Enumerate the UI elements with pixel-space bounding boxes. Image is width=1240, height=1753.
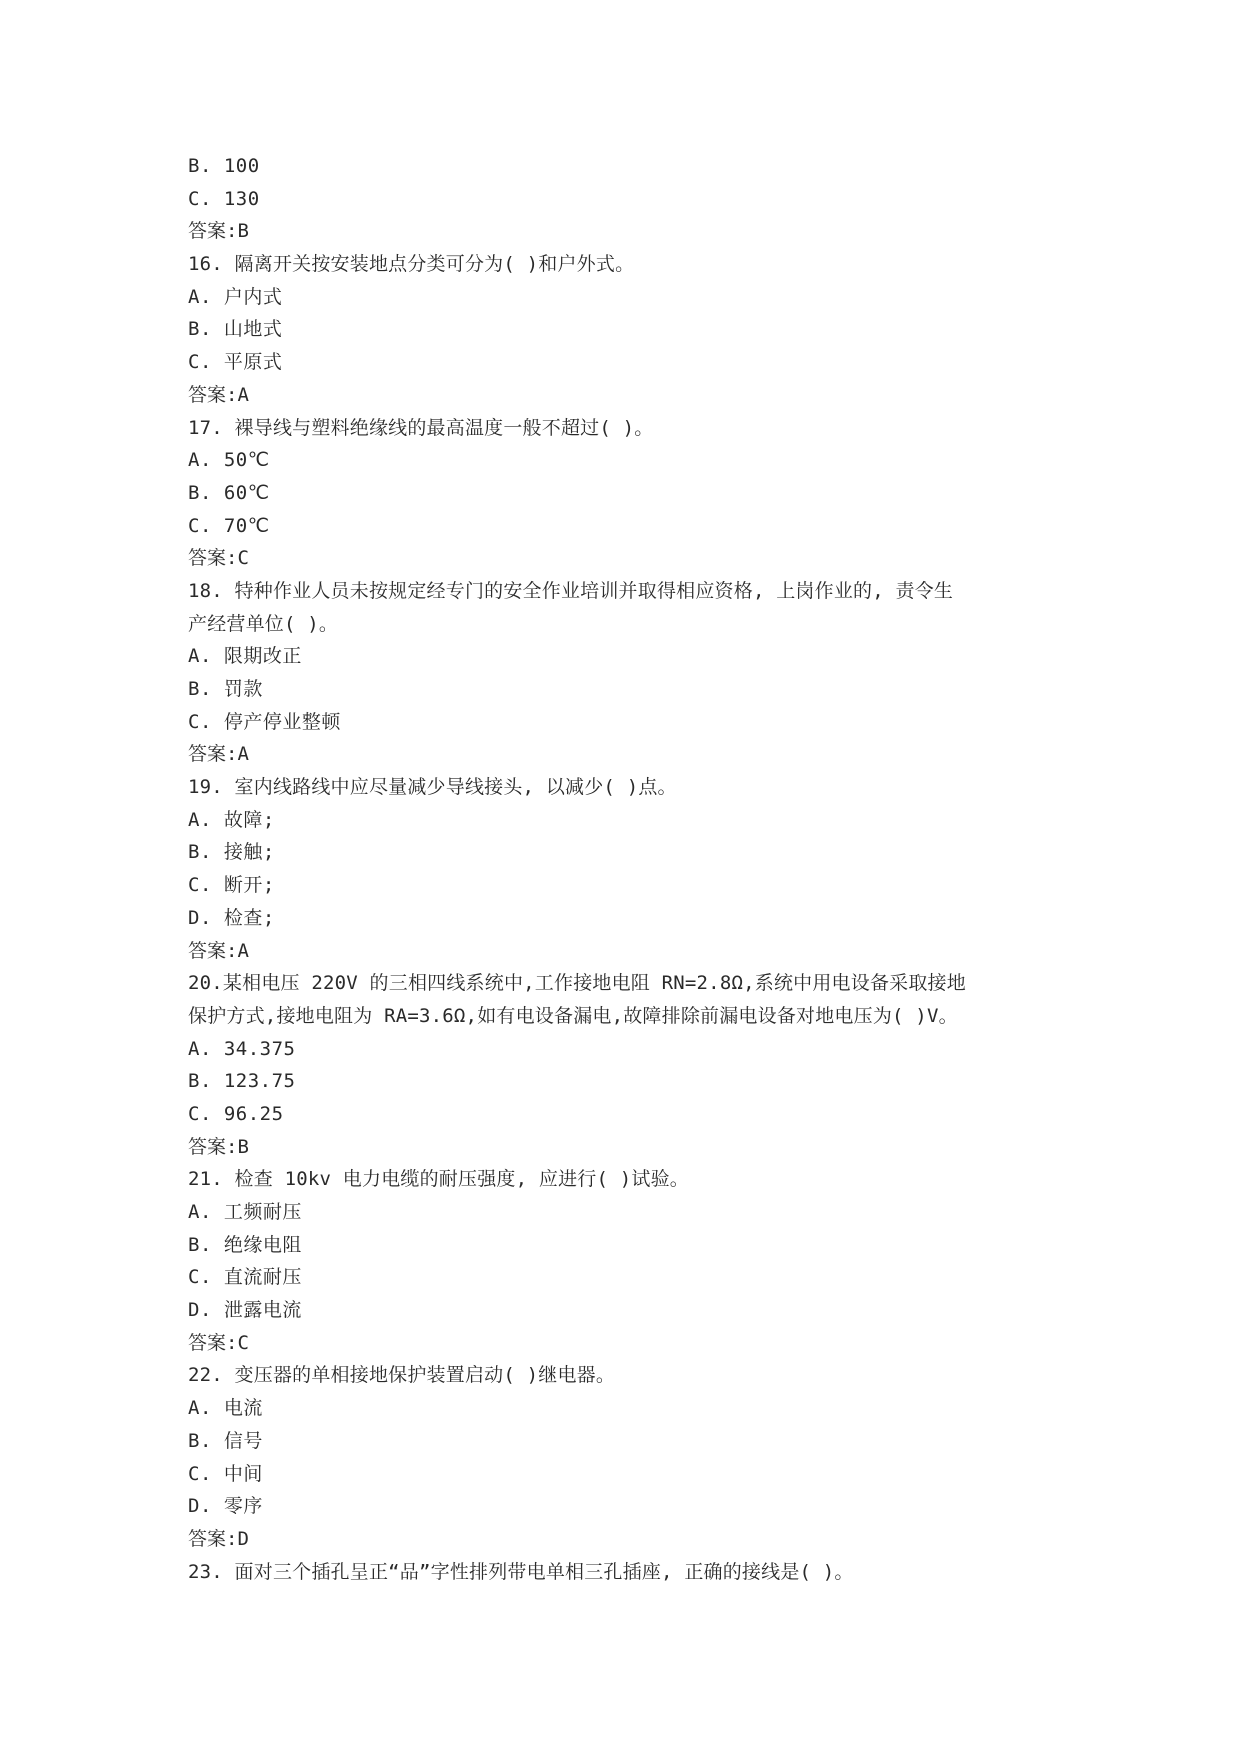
answer-option: C. 中间 bbox=[188, 1462, 263, 1485]
question-text: 22. 变压器的单相接地保护装置启动( )继电器。 bbox=[188, 1364, 616, 1387]
answer-option: C. 停产停业整顿 bbox=[188, 710, 341, 733]
question-text: 保护方式,接地电阻为 RA=3.6Ω,如有电设备漏电,故障排除前漏电设备对地电压为( )V。 bbox=[188, 1004, 958, 1027]
answer-option: B. 山地式 bbox=[188, 318, 283, 341]
answer-option: A. 50℃ bbox=[188, 449, 270, 472]
answer-option: A. 故障; bbox=[188, 808, 275, 831]
answer-option: B. 接触; bbox=[188, 841, 275, 864]
answer-option: B. 绝缘电阻 bbox=[188, 1233, 302, 1256]
answer-option: A. 电流 bbox=[188, 1397, 263, 1420]
answer-key: 答案:A bbox=[188, 939, 249, 962]
question-text: 18. 特种作业人员未按规定经专门的安全作业培训并取得相应资格, 上岗作业的, 责令生 bbox=[188, 579, 954, 602]
answer-option: B. 123.75 bbox=[188, 1070, 296, 1093]
question-text: 20.某相电压 220V 的三相四线系统中,工作接地电阻 RN=2.8Ω,系统中用电设备采取接地 bbox=[188, 972, 966, 995]
answer-option: D. 泄露电流 bbox=[188, 1299, 302, 1322]
answer-key: 答案:C bbox=[188, 1331, 249, 1354]
answer-option: D. 检查; bbox=[188, 906, 275, 929]
answer-option: C. 平原式 bbox=[188, 351, 283, 374]
question-text: 17. 裸导线与塑料绝缘线的最高温度一般不超过( )。 bbox=[188, 416, 654, 439]
answer-option: D. 零序 bbox=[188, 1495, 263, 1518]
answer-option: B. 100 bbox=[188, 155, 260, 177]
answer-key: 答案:B bbox=[188, 1135, 249, 1158]
answer-option: C. 直流耐压 bbox=[188, 1266, 302, 1289]
question-text: 产经营单位( )。 bbox=[188, 612, 339, 635]
answer-option: B. 60℃ bbox=[188, 481, 270, 504]
answer-key: 答案:D bbox=[188, 1527, 249, 1550]
answer-option: B. 信号 bbox=[188, 1429, 263, 1452]
question-text: 21. 检查 10kv 电力电缆的耐压强度, 应进行( )试验。 bbox=[188, 1168, 689, 1191]
question-list bbox=[188, 150, 1240, 1588]
answer-option: A. 工频耐压 bbox=[188, 1201, 302, 1223]
answer-key: 答案:C bbox=[188, 547, 249, 570]
answer-option: C. 130 bbox=[188, 187, 260, 210]
answer-option: C. 70℃ bbox=[188, 514, 270, 537]
answer-option: A. 34.375 bbox=[188, 1037, 296, 1060]
answer-option: C. 96.25 bbox=[188, 1102, 284, 1125]
answer-option: A. 户内式 bbox=[188, 285, 283, 308]
answer-key: 答案:A bbox=[188, 383, 249, 406]
question-text: 23. 面对三个插孔呈正“品”字性排列带电单相三孔插座, 正确的接线是( )。 bbox=[188, 1560, 854, 1583]
answer-option: C. 断开; bbox=[188, 874, 275, 897]
answer-key: 答案:B bbox=[188, 220, 249, 243]
answer-option: B. 罚款 bbox=[188, 678, 263, 700]
question-text: 19. 室内线路线中应尽量减少导线接头, 以减少( )点。 bbox=[188, 776, 677, 799]
answer-option: A. 限期改正 bbox=[188, 645, 302, 668]
answer-key: 答案:A bbox=[188, 743, 249, 766]
question-text: 16. 隔离开关按安装地点分类可分为( )和户外式。 bbox=[188, 253, 635, 276]
